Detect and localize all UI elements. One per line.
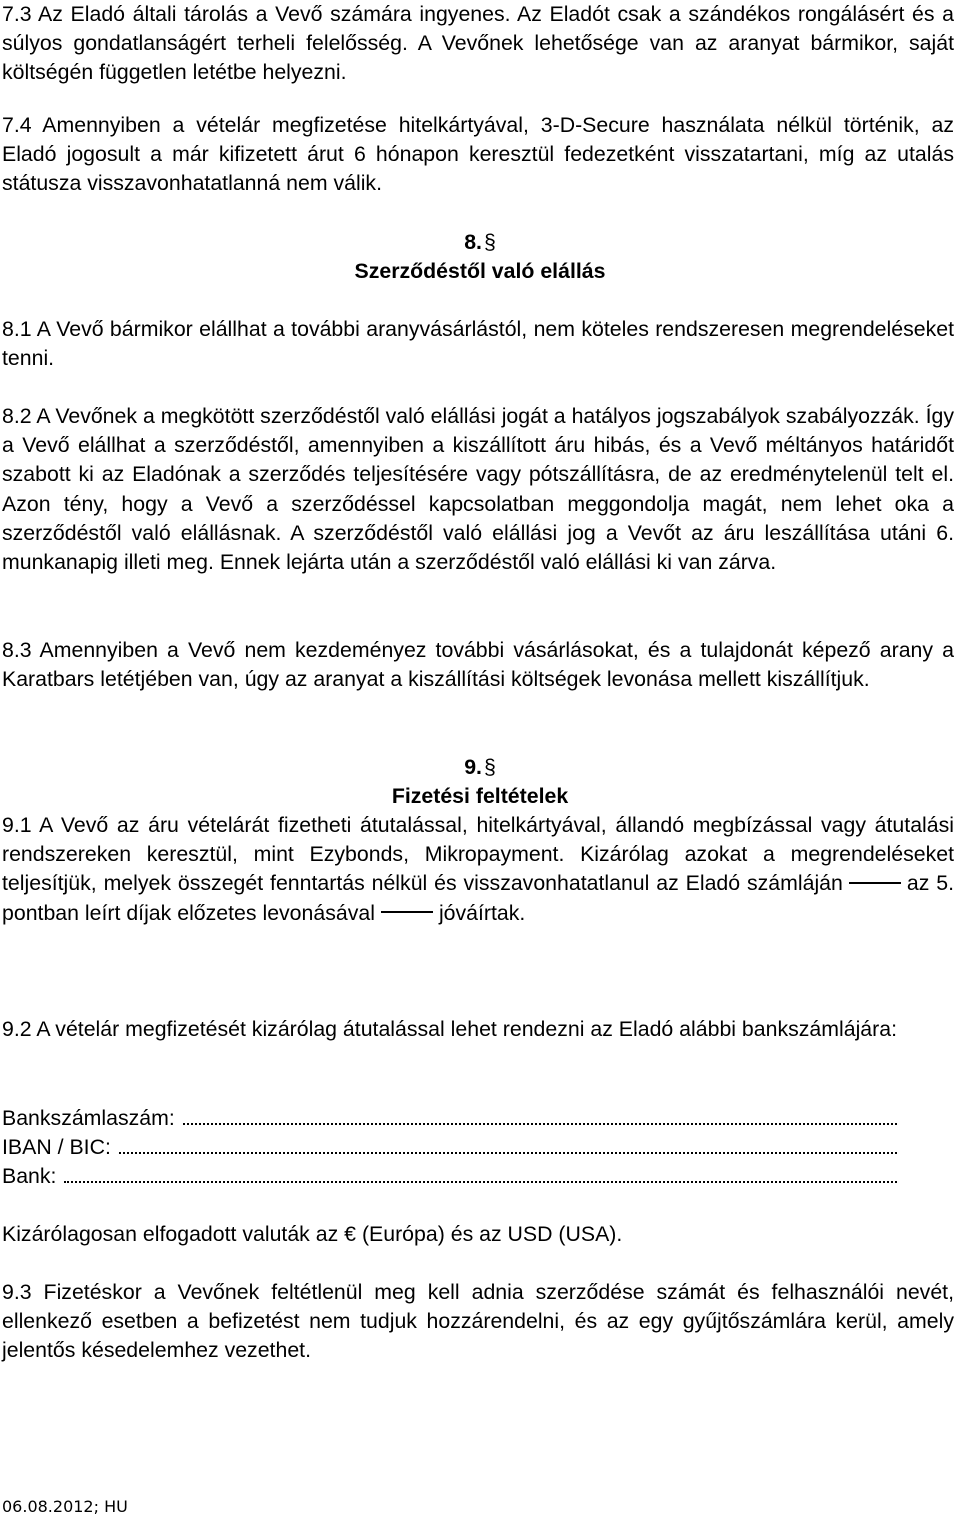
section-9-number-text: 9. bbox=[464, 755, 482, 779]
section-8-number-text: 8. bbox=[464, 230, 482, 254]
bank-account-blank bbox=[183, 1105, 897, 1125]
iban-bic-label: IBAN / BIC: bbox=[2, 1135, 111, 1159]
paragraph-8-3: 8.3 Amennyiben a Vevő nem kezdeményez további vásárlásokat, és a tulajdonát képező arany a Karatbars letétjében van, úgy az aranyat a kiszállítási költségek levonása mellett kiszállítjuk. bbox=[2, 638, 954, 692]
paragraph-9-1 bbox=[2, 811, 954, 928]
bank-name-field bbox=[2, 1162, 897, 1191]
section-8-number bbox=[0, 228, 960, 257]
currency-text-part1: Kizárólagosan elfogadott valuták az bbox=[2, 1222, 339, 1246]
paragraph-8-1: 8.1 A Vevő bármikor elállhat a további aranyvásárlástól, nem köteles rendszeresen megrendeléseket tenni. bbox=[2, 317, 954, 371]
section-8-title: Szerződéstől való elállás bbox=[354, 259, 606, 283]
em-dash-icon bbox=[381, 911, 433, 913]
bank-name-blank bbox=[64, 1163, 897, 1183]
section-sign-icon: § bbox=[483, 755, 496, 779]
bank-name-label: Bank: bbox=[2, 1164, 57, 1188]
iban-bic-blank bbox=[119, 1134, 897, 1154]
bank-account-label: Bankszámlaszám: bbox=[2, 1106, 175, 1130]
paragraph-7-4: 7.4 Amennyiben a vételár megfizetése hitelkártyával, 3-D-Secure használata nélkül történik, az Eladó jogosult a már kifizetett árut 6 hónapon keresztül fedezetként visszatartani, míg az utalás státusza visszavonhatatlanná nem válik. bbox=[2, 113, 954, 196]
currency-text-part2: (Európa) és az USD (USA). bbox=[361, 1222, 623, 1246]
paragraph-7-3: 7.3 Az Eladó általi tárolás a Vevő számára ingyenes. Az Eladót csak a szándékos rongálásért és a súlyos gondatlanságért terheli felelősség. A Vevőnek lehetősége van az aranyat bármikor, saját költségén független letétbe helyezni. bbox=[2, 2, 954, 85]
accepted-currencies bbox=[2, 1220, 954, 1249]
paragraph-9-1-part3: jóváírtak. bbox=[438, 900, 526, 925]
paragraph-9-2: 9.2 A vételár megfizetését kizárólag átutalással lehet rendezni az Eladó alábbi bankszámlájára: bbox=[2, 1017, 897, 1041]
paragraph-8-2: 8.2 A Vevőnek a megkötött szerződéstől való elállási jogát a hatályos jogszabályok szabályozzák. Így a Vevő elállhat a szerződéstől, amennyiben a kiszállított áru hibás, és a Vevő méltányos határidőt szabott ki az Eladónak a szerződés teljesítésére vagy pótszállításra, de az eredménytelenül telt el. Azon tény, hogy a Vevő a szerződéssel kapcsolatban meggondolja magát, nem lehet oka a szerződéstől való elállásnak. A szerződéstől való elállási jog a Vevőt az áru leszállítása utáni 6. munkanapig illeti meg. Ennek lejárta után a szerződéstől való elállási ki van zárva. bbox=[2, 404, 954, 575]
section-9-title: Fizetési feltételek bbox=[391, 784, 569, 808]
bank-account-field bbox=[2, 1104, 897, 1133]
paragraph-9-3: 9.3 Fizetéskor a Vevőnek feltétlenül meg kell adnia szerződése számát és felhasználói nevét, ellenkező esetben a befizetést nem tudjuk hozzárendelni, és az egy gyűjtőszámlára kerül, amely jelentős késedelemhez vezethet. bbox=[2, 1280, 954, 1363]
section-9-number bbox=[0, 753, 960, 782]
paragraph-9-1-part2: az 5. pontban leírt díjak előzetes levonásával bbox=[2, 871, 955, 925]
iban-bic-field bbox=[2, 1133, 897, 1162]
paragraph-9-1-part1: 9.1 A Vevő az áru vételárát fizetheti átutalással, hitelkártyával, állandó megbízással vagy átutalási rendszereken keresztül, mint Ezybonds, Mikropayment. Kizárólag azokat a megrendeléseket teljesítjük, melyek összegét fenntartás nélkül és visszavonhatatlanul az Eladó számláján bbox=[2, 813, 954, 896]
footer-date: 06.08.2012; HU bbox=[2, 1497, 128, 1516]
euro-sign-icon: € bbox=[344, 1222, 357, 1246]
em-dash-icon bbox=[849, 882, 901, 884]
section-sign-icon: § bbox=[483, 230, 496, 254]
